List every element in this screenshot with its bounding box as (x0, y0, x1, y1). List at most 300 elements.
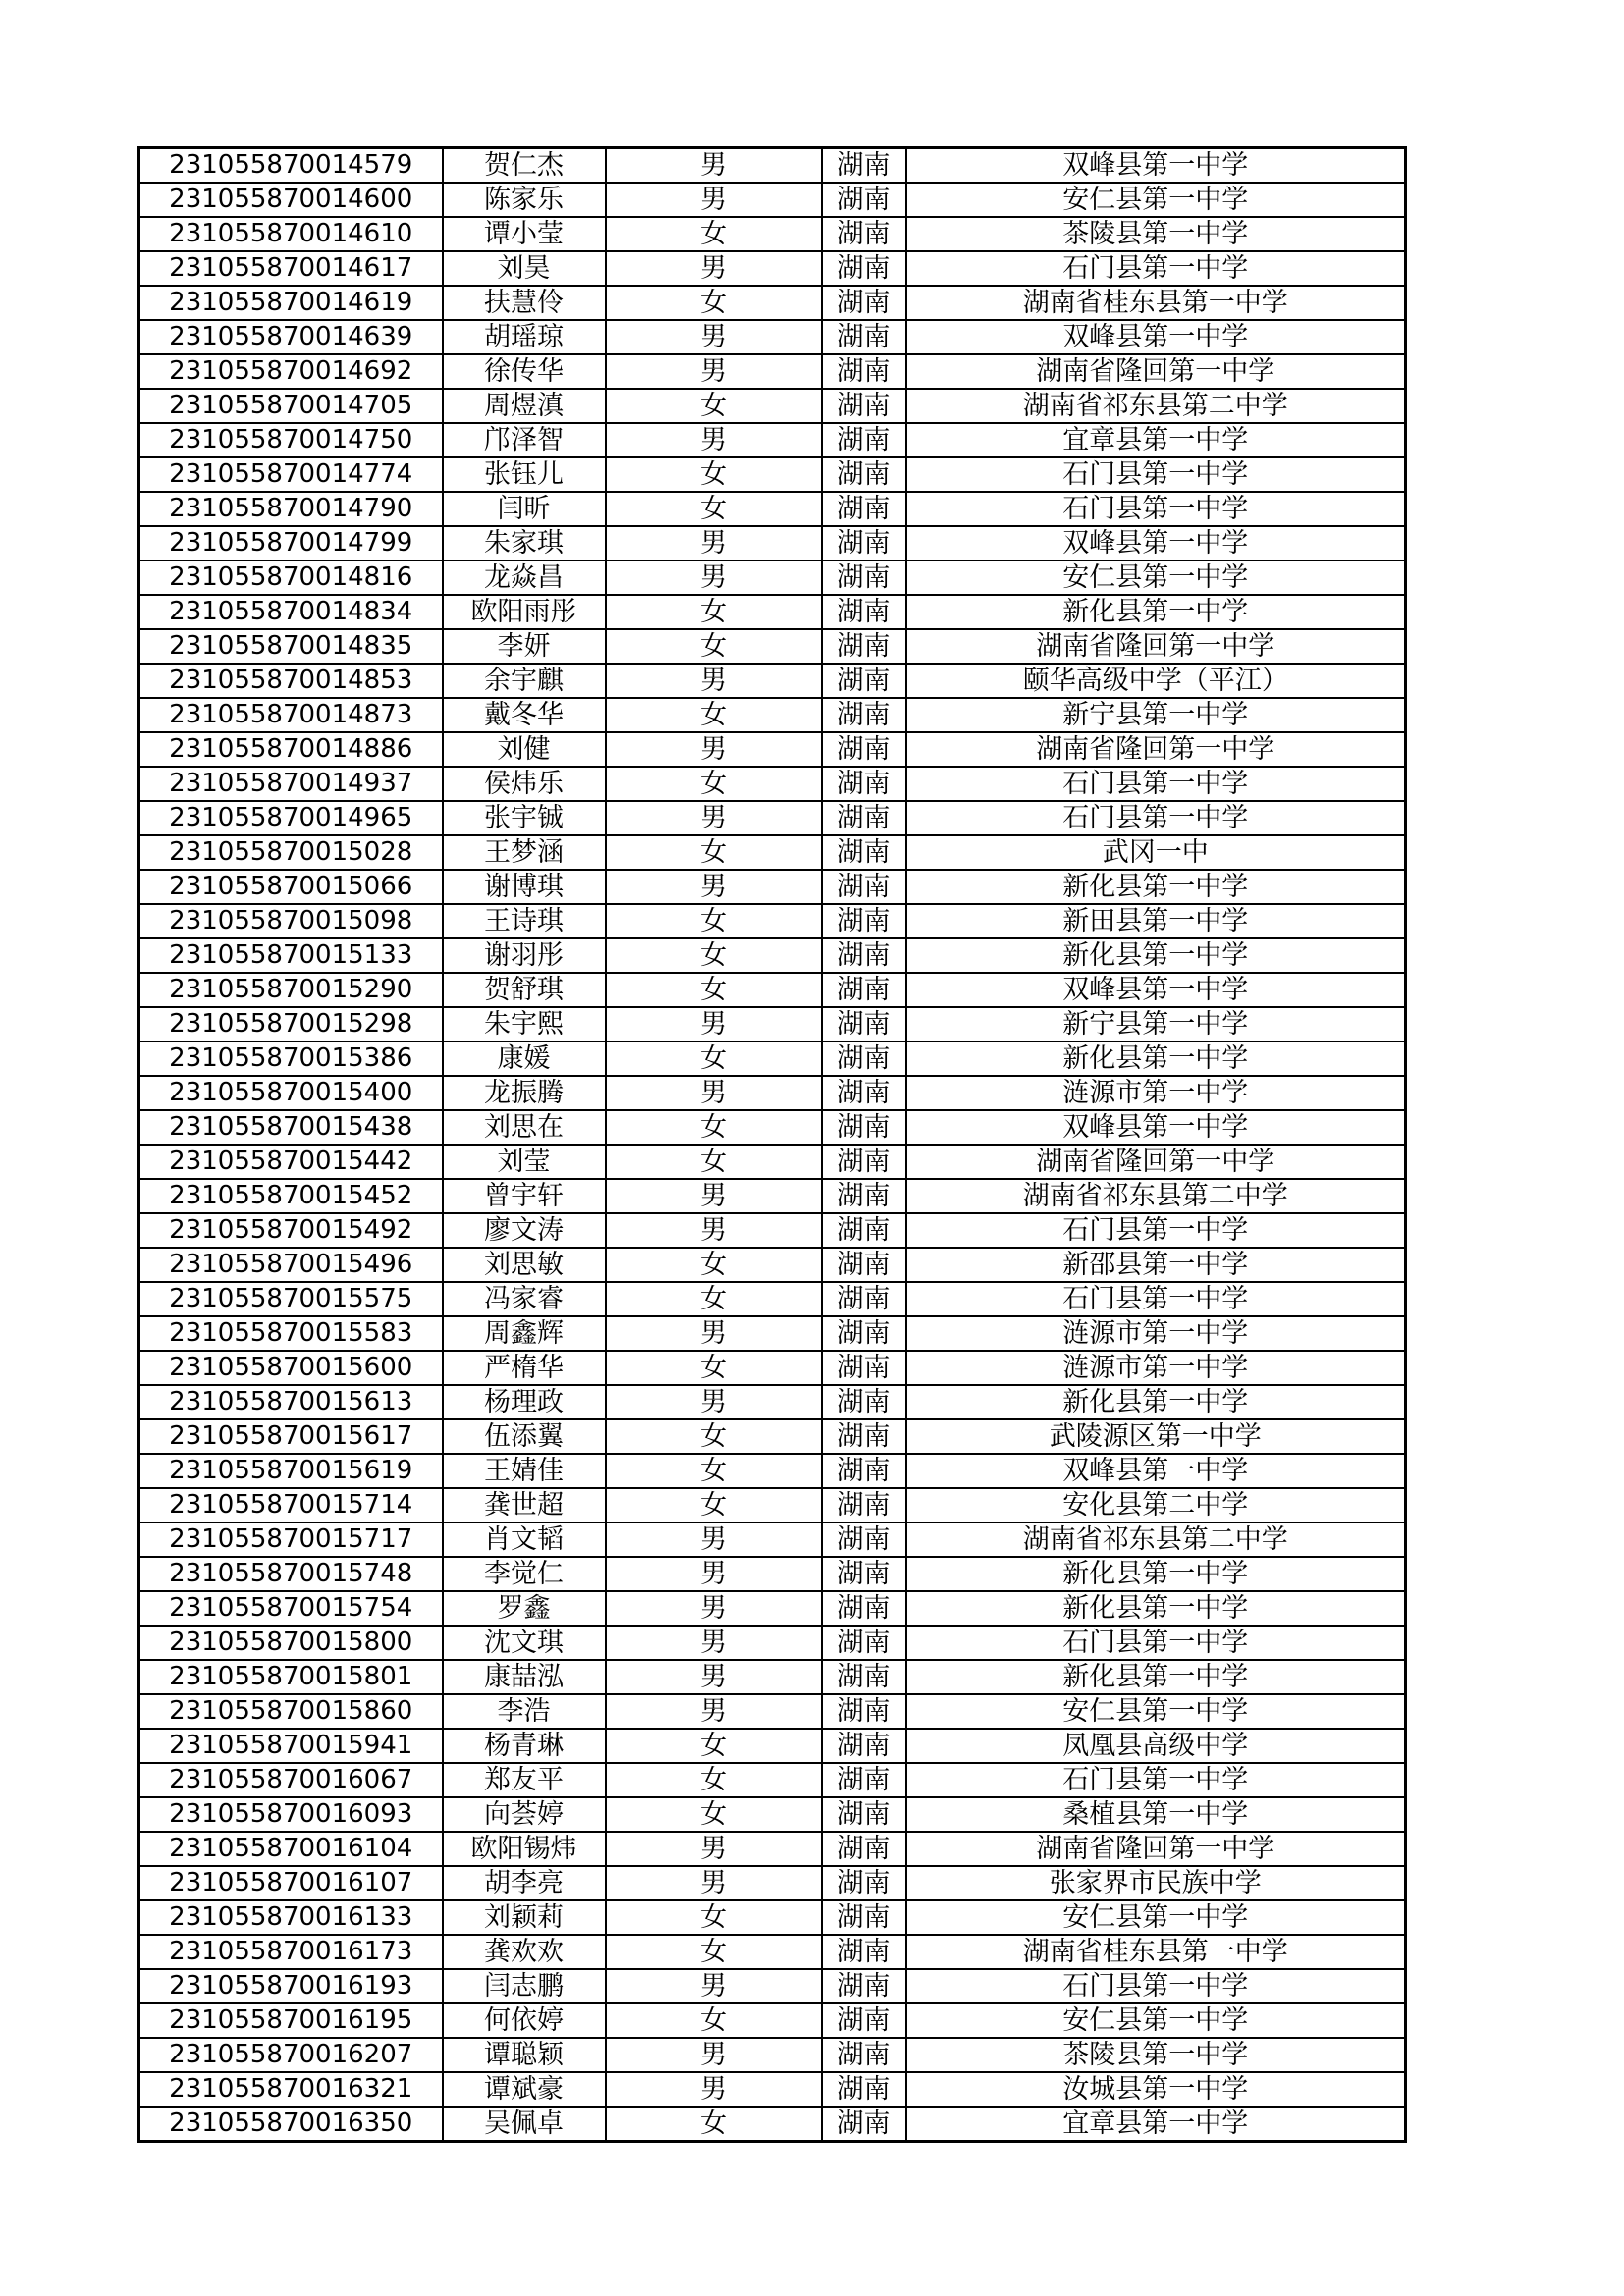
gender-cell: 女 (606, 595, 822, 629)
table-row (139, 320, 1406, 354)
province-cell: 湖南 (822, 870, 906, 904)
student-name-cell: 杨理政 (443, 1385, 606, 1419)
province-cell: 湖南 (822, 1866, 906, 1900)
student-name-cell: 李觉仁 (443, 1557, 606, 1591)
table-row (139, 1316, 1406, 1351)
table-row (139, 561, 1406, 595)
student-name-cell: 闫志鹏 (443, 1969, 606, 2003)
table-row (139, 183, 1406, 217)
province-cell: 湖南 (822, 938, 906, 973)
student-name-cell: 王梦涵 (443, 835, 606, 870)
candidate-id-cell: 231055870015717 (139, 1522, 443, 1557)
table-row (139, 2003, 1406, 2038)
table-row (139, 2072, 1406, 2107)
candidate-id-cell: 231055870014600 (139, 183, 443, 217)
table-row (139, 2038, 1406, 2072)
school-cell: 双峰县第一中学 (906, 148, 1406, 184)
gender-cell: 女 (606, 904, 822, 938)
gender-cell: 男 (606, 1866, 822, 1900)
student-name-cell: 邝泽智 (443, 423, 606, 457)
province-cell: 湖南 (822, 1900, 906, 1935)
province-cell: 湖南 (822, 1110, 906, 1145)
student-name-cell: 扶慧伶 (443, 286, 606, 320)
province-cell: 湖南 (822, 664, 906, 698)
table-row (139, 1110, 1406, 1145)
gender-cell: 男 (606, 1969, 822, 2003)
candidate-id-cell: 231055870016321 (139, 2072, 443, 2107)
table-row (139, 354, 1406, 389)
gender-cell: 男 (606, 870, 822, 904)
school-cell: 安仁县第一中学 (906, 2003, 1406, 2038)
province-cell: 湖南 (822, 1385, 906, 1419)
province-cell: 湖南 (822, 251, 906, 286)
student-name-cell: 李浩 (443, 1694, 606, 1729)
province-cell: 湖南 (822, 2107, 906, 2142)
school-cell: 安仁县第一中学 (906, 1694, 1406, 1729)
gender-cell: 女 (606, 938, 822, 973)
province-cell: 湖南 (822, 1316, 906, 1351)
school-cell: 新宁县第一中学 (906, 1007, 1406, 1041)
table-row (139, 664, 1406, 698)
gender-cell: 男 (606, 1557, 822, 1591)
school-cell: 新化县第一中学 (906, 1660, 1406, 1694)
school-cell: 宜章县第一中学 (906, 2107, 1406, 2142)
table-row (139, 389, 1406, 423)
candidate-id-cell: 231055870015619 (139, 1454, 443, 1488)
table-row (139, 1213, 1406, 1248)
province-cell: 湖南 (822, 1179, 906, 1213)
student-name-cell: 杨青琳 (443, 1729, 606, 1763)
table-row (139, 2107, 1406, 2142)
table-row (139, 492, 1406, 526)
school-cell: 新化县第一中学 (906, 870, 1406, 904)
gender-cell: 男 (606, 1832, 822, 1866)
gender-cell: 男 (606, 423, 822, 457)
table-row (139, 801, 1406, 835)
province-cell: 湖南 (822, 354, 906, 389)
province-cell: 湖南 (822, 732, 906, 767)
school-cell: 双峰县第一中学 (906, 320, 1406, 354)
school-cell: 凤凰县高级中学 (906, 1729, 1406, 1763)
student-name-cell: 伍添翼 (443, 1419, 606, 1454)
candidate-id-cell: 231055870015098 (139, 904, 443, 938)
school-cell: 湖南省隆回第一中学 (906, 732, 1406, 767)
province-cell: 湖南 (822, 1797, 906, 1832)
student-name-cell: 徐传华 (443, 354, 606, 389)
province-cell: 湖南 (822, 904, 906, 938)
candidate-id-cell: 231055870016173 (139, 1935, 443, 1969)
province-cell: 湖南 (822, 286, 906, 320)
school-cell: 新化县第一中学 (906, 595, 1406, 629)
student-name-cell: 王婧佳 (443, 1454, 606, 1488)
gender-cell: 男 (606, 526, 822, 561)
school-cell: 湖南省隆回第一中学 (906, 629, 1406, 664)
gender-cell: 女 (606, 389, 822, 423)
table-row (139, 1729, 1406, 1763)
table-row (139, 1076, 1406, 1110)
school-cell: 安仁县第一中学 (906, 1900, 1406, 1935)
table-row (139, 526, 1406, 561)
student-name-cell: 侯炜乐 (443, 767, 606, 801)
student-name-cell: 龚欢欢 (443, 1935, 606, 1969)
candidate-id-cell: 231055870016133 (139, 1900, 443, 1935)
province-cell: 湖南 (822, 973, 906, 1007)
school-cell: 新田县第一中学 (906, 904, 1406, 938)
school-cell: 桑植县第一中学 (906, 1797, 1406, 1832)
candidate-id-cell: 231055870015714 (139, 1488, 443, 1522)
gender-cell: 女 (606, 1110, 822, 1145)
school-cell: 湖南省祁东县第二中学 (906, 1522, 1406, 1557)
province-cell: 湖南 (822, 1007, 906, 1041)
candidate-id-cell: 231055870014937 (139, 767, 443, 801)
gender-cell: 男 (606, 561, 822, 595)
student-name-cell: 刘健 (443, 732, 606, 767)
table-row (139, 835, 1406, 870)
school-cell: 湖南省隆回第一中学 (906, 354, 1406, 389)
gender-cell: 女 (606, 1351, 822, 1385)
candidate-id-cell: 231055870015400 (139, 1076, 443, 1110)
gender-cell: 女 (606, 1454, 822, 1488)
school-cell: 石门县第一中学 (906, 1626, 1406, 1660)
candidate-id-cell: 231055870015028 (139, 835, 443, 870)
province-cell: 湖南 (822, 2003, 906, 2038)
student-name-cell: 朱家琪 (443, 526, 606, 561)
gender-cell: 男 (606, 1660, 822, 1694)
student-name-cell: 刘思敏 (443, 1248, 606, 1282)
gender-cell: 女 (606, 286, 822, 320)
table-row (139, 767, 1406, 801)
gender-cell: 女 (606, 1282, 822, 1316)
school-cell: 新化县第一中学 (906, 1385, 1406, 1419)
student-name-cell: 龙焱昌 (443, 561, 606, 595)
candidate-id-cell: 231055870015492 (139, 1213, 443, 1248)
student-name-cell: 余宇麒 (443, 664, 606, 698)
candidate-id-cell: 231055870016207 (139, 2038, 443, 2072)
school-cell: 湖南省隆回第一中学 (906, 1145, 1406, 1179)
province-cell: 湖南 (822, 801, 906, 835)
candidate-id-cell: 231055870015748 (139, 1557, 443, 1591)
school-cell: 双峰县第一中学 (906, 526, 1406, 561)
candidate-id-cell: 231055870014619 (139, 286, 443, 320)
candidate-id-cell: 231055870015941 (139, 1729, 443, 1763)
school-cell: 石门县第一中学 (906, 457, 1406, 492)
table-row (139, 251, 1406, 286)
candidate-id-cell: 231055870016193 (139, 1969, 443, 2003)
province-cell: 湖南 (822, 1729, 906, 1763)
gender-cell: 女 (606, 629, 822, 664)
candidate-id-cell: 231055870014774 (139, 457, 443, 492)
student-name-cell: 李妍 (443, 629, 606, 664)
gender-cell: 女 (606, 1248, 822, 1282)
candidate-id-cell: 231055870015754 (139, 1591, 443, 1626)
gender-cell: 女 (606, 1488, 822, 1522)
student-name-cell: 谭聪颖 (443, 2038, 606, 2072)
table-row (139, 732, 1406, 767)
gender-cell: 女 (606, 767, 822, 801)
province-cell: 湖南 (822, 835, 906, 870)
gender-cell: 女 (606, 457, 822, 492)
gender-cell: 男 (606, 2072, 822, 2107)
province-cell: 湖南 (822, 1591, 906, 1626)
school-cell: 新宁县第一中学 (906, 698, 1406, 732)
table-row (139, 148, 1406, 184)
gender-cell: 男 (606, 664, 822, 698)
province-cell: 湖南 (822, 1557, 906, 1591)
student-name-cell: 张宇铖 (443, 801, 606, 835)
province-cell: 湖南 (822, 1419, 906, 1454)
student-name-cell: 欧阳雨彤 (443, 595, 606, 629)
table-row (139, 286, 1406, 320)
table-row (139, 698, 1406, 732)
school-cell: 石门县第一中学 (906, 767, 1406, 801)
table-row (139, 595, 1406, 629)
student-name-cell: 欧阳锡炜 (443, 1832, 606, 1866)
candidate-id-cell: 231055870016350 (139, 2107, 443, 2142)
table-row (139, 1557, 1406, 1591)
table-row (139, 938, 1406, 973)
table-row (139, 1488, 1406, 1522)
school-cell: 颐华高级中学（平江） (906, 664, 1406, 698)
gender-cell: 男 (606, 320, 822, 354)
gender-cell: 男 (606, 1076, 822, 1110)
table-row (139, 1900, 1406, 1935)
province-cell: 湖南 (822, 492, 906, 526)
school-cell: 湖南省祁东县第二中学 (906, 389, 1406, 423)
gender-cell: 女 (606, 1419, 822, 1454)
candidate-id-cell: 231055870016067 (139, 1763, 443, 1797)
student-name-cell: 胡李亮 (443, 1866, 606, 1900)
student-name-cell: 沈文琪 (443, 1626, 606, 1660)
table-row (139, 1866, 1406, 1900)
school-cell: 张家界市民族中学 (906, 1866, 1406, 1900)
school-cell: 石门县第一中学 (906, 1282, 1406, 1316)
candidate-id-cell: 231055870014816 (139, 561, 443, 595)
candidate-id-cell: 231055870015442 (139, 1145, 443, 1179)
student-name-cell: 王诗琪 (443, 904, 606, 938)
student-table (137, 146, 1407, 2143)
student-name-cell: 谢羽彤 (443, 938, 606, 973)
gender-cell: 女 (606, 1145, 822, 1179)
school-cell: 新化县第一中学 (906, 938, 1406, 973)
school-cell: 武冈一中 (906, 835, 1406, 870)
gender-cell: 男 (606, 1385, 822, 1419)
province-cell: 湖南 (822, 1832, 906, 1866)
gender-cell: 女 (606, 835, 822, 870)
gender-cell: 男 (606, 183, 822, 217)
school-cell: 新化县第一中学 (906, 1557, 1406, 1591)
school-cell: 石门县第一中学 (906, 1763, 1406, 1797)
candidate-id-cell: 231055870014579 (139, 148, 443, 184)
table-row (139, 1591, 1406, 1626)
candidate-id-cell: 231055870014834 (139, 595, 443, 629)
student-name-cell: 刘颖莉 (443, 1900, 606, 1935)
gender-cell: 男 (606, 801, 822, 835)
table-row (139, 1248, 1406, 1282)
province-cell: 湖南 (822, 595, 906, 629)
candidate-id-cell: 231055870015452 (139, 1179, 443, 1213)
student-name-cell: 曾宇轩 (443, 1179, 606, 1213)
gender-cell: 女 (606, 1935, 822, 1969)
candidate-id-cell: 231055870015575 (139, 1282, 443, 1316)
student-name-cell: 闫昕 (443, 492, 606, 526)
table-row (139, 1351, 1406, 1385)
table-row (139, 904, 1406, 938)
table-row (139, 870, 1406, 904)
candidate-id-cell: 231055870014705 (139, 389, 443, 423)
school-cell: 石门县第一中学 (906, 1969, 1406, 2003)
gender-cell: 女 (606, 1763, 822, 1797)
student-name-cell: 刘思在 (443, 1110, 606, 1145)
candidate-id-cell: 231055870015290 (139, 973, 443, 1007)
candidate-id-cell: 231055870015133 (139, 938, 443, 973)
province-cell: 湖南 (822, 1626, 906, 1660)
province-cell: 湖南 (822, 767, 906, 801)
gender-cell: 女 (606, 217, 822, 251)
student-name-cell: 龙振腾 (443, 1076, 606, 1110)
school-cell: 石门县第一中学 (906, 1213, 1406, 1248)
candidate-id-cell: 231055870015613 (139, 1385, 443, 1419)
school-cell: 安仁县第一中学 (906, 561, 1406, 595)
gender-cell: 男 (606, 1213, 822, 1248)
table-row (139, 1626, 1406, 1660)
gender-cell: 女 (606, 973, 822, 1007)
table-row (139, 423, 1406, 457)
table-row (139, 1797, 1406, 1832)
gender-cell: 男 (606, 1694, 822, 1729)
table-row (139, 1832, 1406, 1866)
school-cell: 双峰县第一中学 (906, 1454, 1406, 1488)
student-name-cell: 陈家乐 (443, 183, 606, 217)
gender-cell: 男 (606, 1591, 822, 1626)
candidate-id-cell: 231055870014853 (139, 664, 443, 698)
candidate-id-cell: 231055870015600 (139, 1351, 443, 1385)
candidate-id-cell: 231055870016195 (139, 2003, 443, 2038)
student-name-cell: 康媛 (443, 1041, 606, 1076)
student-table-container (137, 146, 1407, 2143)
province-cell: 湖南 (822, 629, 906, 664)
candidate-id-cell: 231055870015801 (139, 1660, 443, 1694)
student-name-cell: 谢博琪 (443, 870, 606, 904)
school-cell: 涟源市第一中学 (906, 1076, 1406, 1110)
province-cell: 湖南 (822, 389, 906, 423)
student-name-cell: 郑友平 (443, 1763, 606, 1797)
table-row (139, 1522, 1406, 1557)
school-cell: 涟源市第一中学 (906, 1351, 1406, 1385)
province-cell: 湖南 (822, 1969, 906, 2003)
student-table-body (139, 148, 1406, 2142)
school-cell: 汝城县第一中学 (906, 2072, 1406, 2107)
student-name-cell: 周鑫辉 (443, 1316, 606, 1351)
candidate-id-cell: 231055870015617 (139, 1419, 443, 1454)
school-cell: 湖南省隆回第一中学 (906, 1832, 1406, 1866)
school-cell: 石门县第一中学 (906, 801, 1406, 835)
student-name-cell: 向荟婷 (443, 1797, 606, 1832)
school-cell: 涟源市第一中学 (906, 1316, 1406, 1351)
candidate-id-cell: 231055870014692 (139, 354, 443, 389)
candidate-id-cell: 231055870014965 (139, 801, 443, 835)
province-cell: 湖南 (822, 698, 906, 732)
candidate-id-cell: 231055870016093 (139, 1797, 443, 1832)
candidate-id-cell: 231055870014639 (139, 320, 443, 354)
province-cell: 湖南 (822, 1694, 906, 1729)
candidate-id-cell: 231055870014610 (139, 217, 443, 251)
gender-cell: 男 (606, 251, 822, 286)
province-cell: 湖南 (822, 217, 906, 251)
gender-cell: 女 (606, 698, 822, 732)
gender-cell: 女 (606, 1041, 822, 1076)
candidate-id-cell: 231055870015438 (139, 1110, 443, 1145)
table-row (139, 1419, 1406, 1454)
candidate-id-cell: 231055870014799 (139, 526, 443, 561)
province-cell: 湖南 (822, 1454, 906, 1488)
table-row (139, 1007, 1406, 1041)
student-name-cell: 何依婷 (443, 2003, 606, 2038)
student-name-cell: 龚世超 (443, 1488, 606, 1522)
candidate-id-cell: 231055870016107 (139, 1866, 443, 1900)
candidate-id-cell: 231055870015583 (139, 1316, 443, 1351)
student-name-cell: 贺舒琪 (443, 973, 606, 1007)
table-row (139, 1282, 1406, 1316)
province-cell: 湖南 (822, 183, 906, 217)
gender-cell: 女 (606, 1797, 822, 1832)
gender-cell: 女 (606, 2003, 822, 2038)
school-cell: 安化县第二中学 (906, 1488, 1406, 1522)
table-row (139, 1454, 1406, 1488)
province-cell: 湖南 (822, 526, 906, 561)
table-row (139, 1763, 1406, 1797)
gender-cell: 女 (606, 492, 822, 526)
table-row (139, 973, 1406, 1007)
candidate-id-cell: 231055870015800 (139, 1626, 443, 1660)
student-name-cell: 罗鑫 (443, 1591, 606, 1626)
school-cell: 湖南省桂东县第一中学 (906, 1935, 1406, 1969)
student-name-cell: 朱宇熙 (443, 1007, 606, 1041)
school-cell: 安仁县第一中学 (906, 183, 1406, 217)
gender-cell: 女 (606, 1729, 822, 1763)
candidate-id-cell: 231055870014886 (139, 732, 443, 767)
student-name-cell: 戴冬华 (443, 698, 606, 732)
province-cell: 湖南 (822, 2072, 906, 2107)
school-cell: 石门县第一中学 (906, 492, 1406, 526)
school-cell: 茶陵县第一中学 (906, 2038, 1406, 2072)
province-cell: 湖南 (822, 1660, 906, 1694)
student-name-cell: 严楕华 (443, 1351, 606, 1385)
gender-cell: 男 (606, 2038, 822, 2072)
candidate-id-cell: 231055870014873 (139, 698, 443, 732)
province-cell: 湖南 (822, 457, 906, 492)
table-row (139, 629, 1406, 664)
table-row (139, 1145, 1406, 1179)
school-cell: 新化县第一中学 (906, 1591, 1406, 1626)
student-name-cell: 谭小莹 (443, 217, 606, 251)
province-cell: 湖南 (822, 1763, 906, 1797)
gender-cell: 男 (606, 1179, 822, 1213)
province-cell: 湖南 (822, 1213, 906, 1248)
gender-cell: 男 (606, 1007, 822, 1041)
table-row (139, 1660, 1406, 1694)
table-row (139, 1385, 1406, 1419)
candidate-id-cell: 231055870015066 (139, 870, 443, 904)
school-cell: 武陵源区第一中学 (906, 1419, 1406, 1454)
gender-cell: 男 (606, 354, 822, 389)
student-name-cell: 张钰儿 (443, 457, 606, 492)
candidate-id-cell: 231055870015496 (139, 1248, 443, 1282)
school-cell: 双峰县第一中学 (906, 973, 1406, 1007)
gender-cell: 男 (606, 1522, 822, 1557)
student-name-cell: 谭斌豪 (443, 2072, 606, 2107)
school-cell: 新化县第一中学 (906, 1041, 1406, 1076)
student-name-cell: 吴佩卓 (443, 2107, 606, 2142)
